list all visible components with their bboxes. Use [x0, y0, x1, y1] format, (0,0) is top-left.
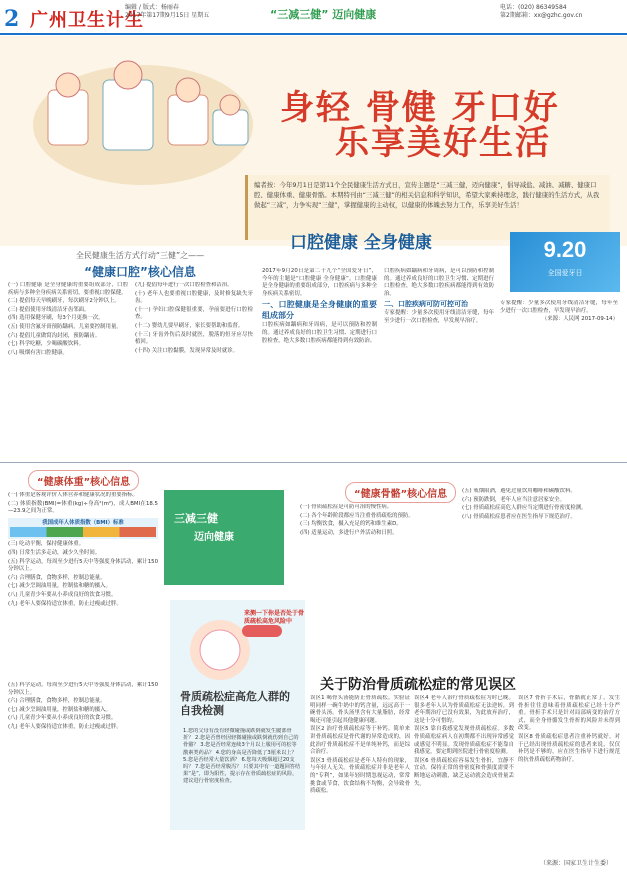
cartoon-illustration: [18, 50, 268, 190]
oral-feature-column-3: [500, 300, 618, 460]
weight-item: (八) 儿童青少年要从小养成良好的饮食习惯。: [8, 591, 117, 598]
meta-line-date: 2017年第17期9月15日 星期五: [125, 12, 210, 19]
oral-section-prefix: 全民健康生活方式行动“三健”之——: [75, 251, 205, 260]
slogan-panel: [164, 490, 284, 585]
weight-item: (一) 体重是客观评价人体营养和健康状况的重要指标。: [8, 492, 138, 498]
dental-day-caption: 全国爱牙日: [547, 269, 583, 277]
weight-column-continued: [8, 682, 158, 842]
oral-item: (十) 老年人也要重视口腔健康，及时修复缺失牙齿。: [135, 290, 253, 305]
dental-day-number: 9.20: [543, 237, 587, 262]
osteo-paragraph: 误区5 靠自我感觉发现骨质疏松症。多数骨质疏松症病人在初期都不出现异常感觉或感觉不明显。发现骨质疏松症不能靠自我感觉，要定期到医院进行骨密度检测。: [414, 726, 514, 756]
contact-phone: 电话：(020) 86349584: [500, 4, 567, 11]
feature-subheading-2: 二、口腔疾病可防可控可治: [384, 300, 468, 309]
masthead-rule: [0, 33, 627, 35]
osteo-column-3: [518, 695, 620, 853]
osteo-paragraph: 误区2 治疗骨质疏松症等于补钙。简单来讲骨质疏松症是骨代谢的异常造成的，因此治疗骨质疏松症不是单纯补钙，而是综合治疗。: [310, 726, 410, 756]
weight-column: [8, 492, 158, 682]
paper-name: 广州卫生计生: [30, 10, 144, 31]
weight-item: (五) 科学运动，每周至少进行5天中等强度身体活动，累计150分钟以上。: [8, 558, 158, 573]
oral-item: (十四) 关注口腔黏膜，发现异常及时就诊。: [135, 347, 238, 354]
osteo-source: （来源：国家卫生计生委）: [540, 860, 613, 867]
dental-day-photo: [510, 232, 620, 292]
slogan-line1: 三减三健: [174, 512, 218, 525]
feature-paragraph: 专家提醒：少量多次使用牙线清洁牙缝，每年至少进行一次口腔检查，早发现早治疗。: [384, 310, 494, 324]
weight-item: (七) 减少烹调油用量，控制盐和糖的摄入。: [8, 583, 111, 590]
feature-paragraph: 口腔疾病如龋病和牙周病，是可以预防和控制的。通过养成良好的口腔卫生习惯、定期进行口腔检查，绝大多数口腔疾病都能得到有效防治。: [262, 322, 377, 344]
section-divider: [0, 462, 627, 463]
feature-source: （来源：人民网 2017-09-14）: [541, 316, 618, 323]
weight-item: (九) 老年人要保持适宜体重，防止过瘦或过胖。: [8, 600, 122, 607]
oral-item: (十三) 牙齿外伤后及时就医，脱落的恒牙应尽快植回。: [135, 331, 253, 346]
osteo-paragraph: 误区4 老年人治疗骨质疏松症为时已晚。很多老年人认为骨质疏松症无法逆转，到老年期治疗已没有效果，为此放弃治疗，这是十分可惜的。: [414, 695, 514, 724]
oral-item: (七) 科学吃糖，少喝碳酸饮料。: [8, 341, 84, 348]
hero-title-line2: 乐享美好生活: [335, 123, 551, 163]
feature-subheading-1: 一、口腔健康是全身健康的重要组成部分: [262, 300, 377, 321]
bone-item: (五) 戒烟限酒，避免过量饮用咖啡和碳酸饮料。: [462, 488, 576, 494]
slogan-line2: 迈向健康: [194, 532, 234, 543]
weight-item: (四) 日常生活多走动，减少久坐时间。: [8, 549, 101, 556]
oral-left-column: [8, 282, 128, 457]
meta-line-editor: 编辑 / 版式：杨丽春: [125, 4, 179, 11]
osteo-column-2: [414, 695, 514, 863]
page-number: 2: [4, 6, 20, 32]
feature-paragraph: 专家提醒：少量多次使用牙线清洁牙缝，每年至少进行一次口腔检查，早发现早治疗。: [500, 300, 618, 314]
contact-email: 第2期邮箱：xx@gzhc.gov.cn: [500, 12, 583, 19]
editor-note: 编者按：今年9月1日是第11个全民健康生活方式日，宣传主题是“三减三健，迈向健康”，倡导减盐、减油、减糖、健康口腔、健康体重、健康骨骼。本期特刊由“三减三健”的相关信息和科学知识，希望大家乘持理念，践行健康的生活方式，从我做起“三减”，力争实现“三健”，掌握健康的主动权，以健康的体魄去努力工作，乐享美好生活！: [245, 175, 610, 240]
bone-item: (八) 骨质疏松症患者应在医生指导下规范治疗。: [462, 513, 576, 520]
bone-column-1: [300, 504, 455, 654]
osteo-paragraph: 误区1 喝骨头汤能防止骨质疏松。实验证明同样一碗牛奶中的钙含量，远远高于一碗骨头汤。骨头汤里含有大量脂肪，经常喝还可能引起其他健康问题。: [310, 695, 410, 724]
feature-paragraph: 口腔疾病如龋病和牙周病，是可以预防和控制的。通过养成良好的口腔卫生习惯、定期进行口腔检查，绝大多数口腔疾病都能得到有效防治。: [384, 268, 494, 297]
quiz-text: 1.您的父母有没有轻微碰撞或跌倒就发生髋部骨折？ 2.您是否曾经因轻微碰撞或跌倒就伤到自己的骨骼？ 3.您是否经常连续3个月以上服用可的松等激素类药品？ 4.您的身高是否降低了3厘米以上？ 5.您是否经常大量饮酒？ 6.您每天吸烟超过20支吗？ 7.您是否经常腹泻？ 只要其中有一道题回答结果“是”，即为阳性，提示存在骨质疏松症的风险，建议进行骨密度检查。: [183, 728, 301, 785]
bone-item: (二) 各个年龄阶段都应当注重骨质疏松的预防。: [300, 512, 414, 519]
bone-item: (六) 预防跌倒，老年人应当注意居家安全。: [462, 496, 565, 503]
osteo-paragraph: 误区7 骨折手术后，骨骼就正常了。发生骨折往往意味着骨质疏松症已经十分严重。骨折手术只是针对局部病变的治疗方式，而全身骨骼发生骨折的风险并未得到改变。: [518, 695, 620, 732]
oral-section-title: “健康口腔”核心信息: [84, 265, 196, 279]
bone-column-2: [462, 488, 620, 654]
oral-feature-column-1: [262, 268, 377, 458]
bone-item: (七) 骨质疏松症高危人群应当定期进行骨密度检测。: [462, 505, 587, 512]
weight-item: (五) 科学运动，每周至少进行5天中等强度身体活动，累计150分钟以上。: [8, 682, 158, 696]
oral-middle-column: [135, 282, 253, 457]
bone-item: (三) 均衡饮食，摄入充足的钙和维生素D。: [300, 521, 402, 528]
oral-item: (九) 提倡每年进行一次口腔检查和洁治。: [135, 282, 233, 288]
oral-item: (三) 提倡使用牙线清洁牙齿邻面。: [8, 306, 90, 313]
bone-item: (四) 适量运动，多进行户外活动和日照。: [300, 529, 398, 536]
masthead-meta: [125, 4, 209, 20]
oral-item: (五) 使用含氟牙膏预防龋病，儿童要控制用量。: [8, 323, 122, 330]
weight-section-title: “健康体重”核心信息: [28, 470, 139, 491]
oral-item: (六) 提倡儿童做窝沟封闭，预防龋齿。: [8, 332, 101, 339]
oral-feature-title: 口腔健康 全身健康: [290, 233, 432, 253]
weight-item: (九) 老年人要保持适宜体重，防止过瘦或过胖。: [8, 723, 122, 730]
osteo-paragraph: 误区3 骨质疏松症是老年人特有的现象，与年轻人无关。骨质疏松症并非是老年人的“专利”，如果年轻时期忽视运动，常常挑食或节食，饮食结构不均衡，会导致骨质疏松。: [310, 757, 410, 795]
oral-item: (一) 口腔健康 是全身健康的重要组成部分，口腔疾病与多种全身疾病关系密切，要重视口腔保健。: [8, 282, 128, 296]
quiz-title: 骨质疏松症高危人群的自我检测: [180, 690, 290, 717]
weight-item: (三) 吃动平衡，保持健康体重。: [8, 541, 84, 548]
oral-item: (十二) 婴幼儿要早刷牙，家长要帮助和监督。: [135, 322, 244, 329]
osteoporosis-title: 关于防治骨质疏松症的常见误区: [320, 677, 516, 693]
oral-item: (十一) 孕妇口腔保健很重要，孕前要进行口腔检查。: [135, 306, 253, 321]
weight-item: (七) 减少烹调油用量，控制盐和糖的摄入。: [8, 706, 111, 713]
weight-item: (六) 合理膳食，食物多样，控制总能量。: [8, 698, 106, 705]
bmi-table-title: 我国成年人体质指数（BMI）标准: [42, 519, 124, 526]
oral-item: (八) 吸烟有害口腔健康。: [8, 349, 68, 356]
osteo-paragraph: 误区8 骨质疏松症患者注重补钙就好。对于已经出现骨质疏松症的患者来说，仅仅补钙是不够的，应在医生指导下进行规范的抗骨质疏松药物治疗。: [518, 733, 620, 763]
feature-paragraph: 2017年9月20日是第二十九个“全国爱牙日”，今年的主题是“口腔健康 全身健康”。口腔健康是全身健康的重要组成部分，口腔疾病与多种全身疾病关系密切。: [262, 268, 377, 297]
osteo-column-1: [310, 695, 410, 863]
weight-item: (八) 儿童青少年要从小养成良好的饮食习惯。: [8, 715, 117, 722]
bmi-table: [8, 518, 158, 540]
weight-item: (二) 体质指数(BMI)=体重(kg)÷身高²(m²)，成人BMI在18.5—23.9之间为正常。: [8, 500, 158, 515]
masthead-slogan: “三减三健” 迈向健康: [270, 8, 377, 21]
bone-section-title: “健康骨骼”核心信息: [345, 482, 456, 503]
bone-item: (一) 骨质疏松症是可防可治的慢性病。: [300, 504, 393, 510]
masthead-contact: [500, 4, 582, 20]
hero-title-line1: 身轻 骨健 牙口好: [280, 88, 560, 128]
oral-item: (四) 选用保健牙刷，每3个月更换一次。: [8, 315, 104, 322]
bmi-table-bar: [10, 527, 156, 537]
oral-item: (二) 提倡每天早晚刷牙，每次刷牙2分钟以上。: [8, 298, 120, 305]
weight-item: (六) 合理膳食，食物多样，控制总能量。: [8, 574, 106, 581]
quiz-banner: 来测一下你是否处于骨质疏松高危风险中: [244, 610, 305, 625]
osteo-paragraph: 误区6 骨质疏松症容易发生骨折，宜静不宜动。保持正常的骨密度和骨强度需要不断地运动刺激，缺乏运动就会造成骨量丢失。: [414, 757, 514, 787]
oral-feature-column-2: [384, 268, 494, 458]
